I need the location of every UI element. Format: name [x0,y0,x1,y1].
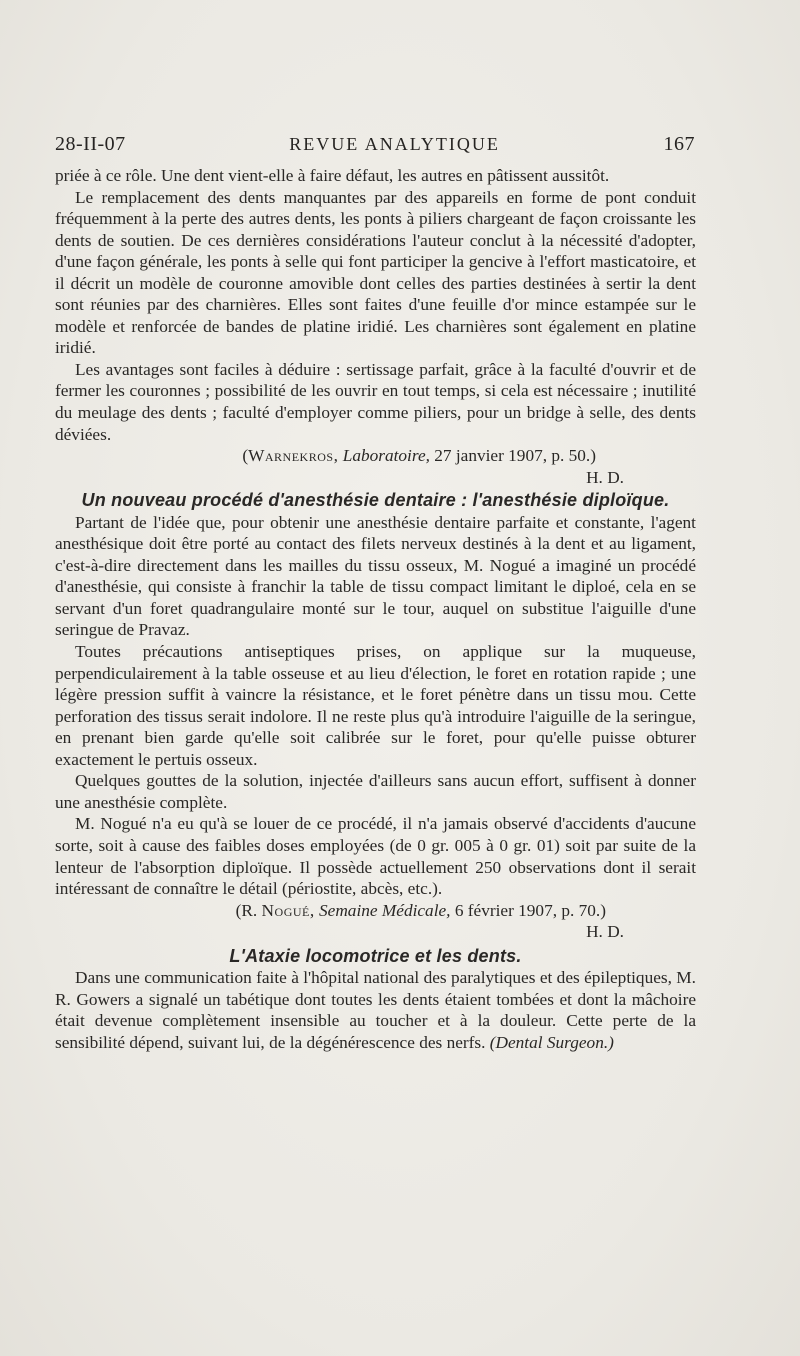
citation-author: Nogué, [261,900,315,920]
continuation-paragraph: priée à ce rôle. Une dent vient-elle à faire défaut, les autres en pâtissent aussitôt. [55,166,610,185]
article1-citation [55,445,696,467]
citation-details: 27 janvier 1907, p. 50.) [429,446,596,466]
article3-paragraph-1 [55,967,696,1053]
article1-signature: H. D. [586,467,624,487]
page-body [55,165,696,1053]
article3-source: (Dental Surgeon.) [489,1032,614,1052]
article2-paragraph-2: Toutes précautions antiseptiques prises, on applique sur la muqueuse, perpendiculairement à la table osseuse et au lieu d'élection, le foret en rotation rapide ; une légère pression suffit à vaincre la résistance, et le foret pénètre dans un tissu mou. Cette perforation des tissus serait indolore. Il ne reste plus qu'à introduire l'aiguille de la seringue, en prenant bien garde qu'elle soit calibrée sur le foret, pour qu'elle puisse obturer exactement le pertuis osseux. [55,642,696,769]
header-title: REVUE ANALYTIQUE [289,134,500,154]
article2-paragraph-3: Quelques gouttes de la solution, injectée d'ailleurs sans aucun effort, suffisent à donner une anesthésie complète. [55,771,696,812]
citation-author: Warnekros, [248,446,339,466]
citation-open: (R. [235,900,262,920]
article3-title: L'Ataxie locomotrice et les dents. [229,945,522,966]
article2-citation [55,900,696,922]
citation-journal: Semaine Médicale, [319,900,451,920]
running-header [55,133,695,156]
article1-paragraph-2: Les avantages sont faciles à déduire : sertissage parfait, grâce à la faculté d'ouvrir et de fermer les couronnes ; possibilité de les ouvrir en tout temps, si cela est nécessaire ; inutilité du meulage des dents ; faculté d'employer comme piliers, pour un bridge à selle, des dents déviées. [55,359,696,444]
article2-title: Un nouveau procédé d'anesthésie dentaire : l'anesthésie diploïque. [81,490,670,511]
page-number: 167 [663,133,695,155]
article2-signature: H. D. [586,922,624,942]
header-date: 28-II-07 [55,133,126,155]
article2-paragraph-1: Partant de l'idée que, pour obtenir une anesthésie dentaire parfaite et constante, l'agent anesthésique doit être porté au contact des filets nerveux destinés à la dent et au ligament, c'est-à-dire directement dans les mailles du tissu osseux, M. Nogué a imaginé un procédé d'anesthésie, qui consiste à franchir la table de tissu compact limitant le diploé, cela en se servant d'un foret quadrangulaire monté sur le tour, auquel on substitue l'aiguille d'une seringue de Pravaz. [55,512,696,640]
citation-journal: Laboratoire, [342,446,430,466]
citation-details: 6 février 1907, p. 70.) [450,900,606,920]
article1-paragraph-1: Le remplacement des dents manquantes par des appareils en forme de pont conduit fréquemment à la perte des autres dents, les ponts à piliers chargeant de façon croissante les dents de soutien. De ces dernières considérations l'auteur conclut à la nécessité d'adopter, d'une façon générale, les ponts à selle qui font participer la gencive à l'effort masticatoire, et il décrit un modèle de couronne amovible dont celles des parties destinées à sertir la dent sont réunies par des charnières. Elles sont faites d'une feuille d'or mince estampée sur le modèle et renforcée de bandes de platine iridié. Les charnières sont également en platine iridié. [55,187,696,358]
article2-paragraph-4: M. Nogué n'a eu qu'à se louer de ce procédé, il n'a jamais observé d'accidents d'aucune sorte, soit à cause des faibles doses employées (de 0 gr. 005 à 0 gr. 01) soit par suite de la lenteur de l'absorption diploïque. Il possède actuellement 250 observations dont il serait intéressant de connaître le détail (périostite, abcès, etc.). [55,814,696,899]
article3-text: Dans une communication faite à l'hôpital national des paralytiques et des épileptiques, M. R. Gowers a signalé un tabétique dont toutes les dents étaient tombées et dont la mâchoire était devenue complètement insensible au toucher et à la douleur. Cette perte de la sensibilité dépend, suivant lui, de la dégénérescence des nerfs. [55,968,696,1052]
citation-open: ( [242,446,249,466]
